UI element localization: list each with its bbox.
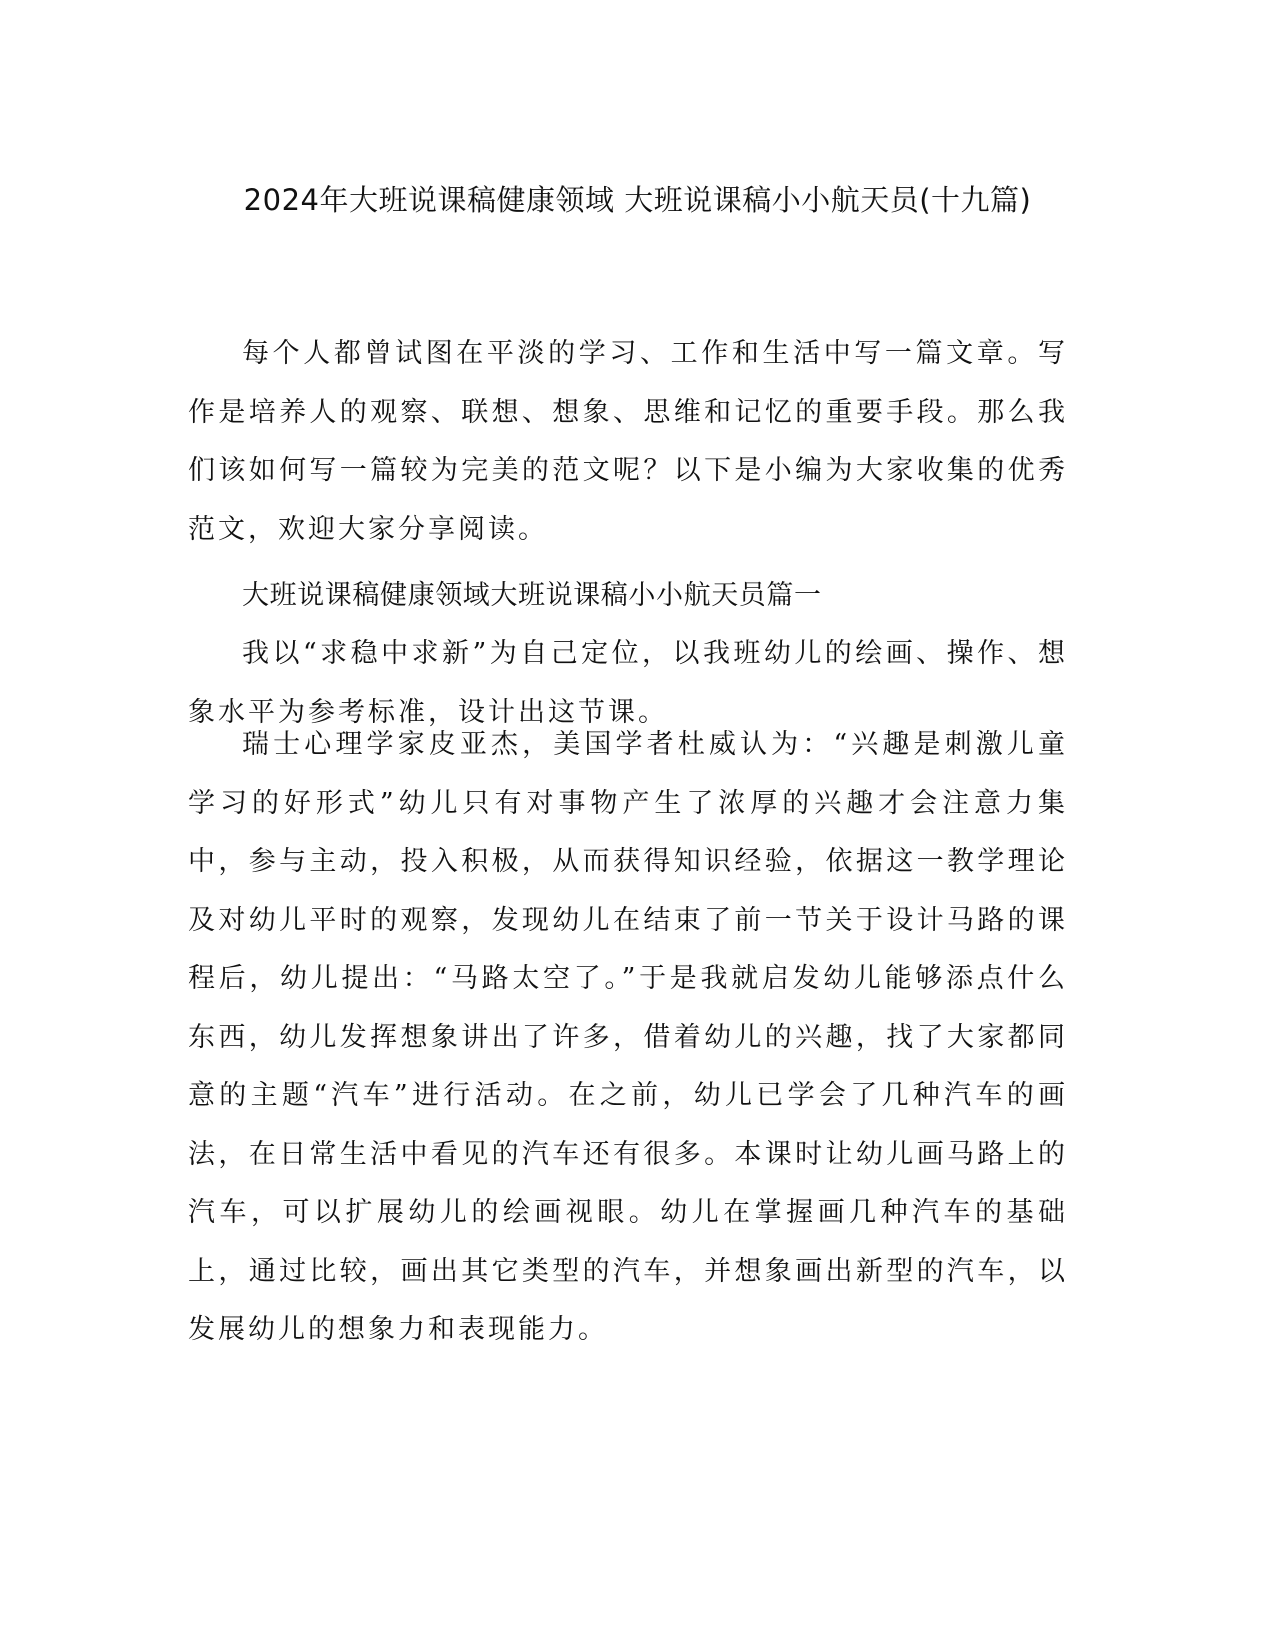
section-heading: 大班说课稿健康领域大班说课稿小小航天员篇一 (242, 580, 822, 611)
theory-paragraph: 瑞士心理学家皮亚杰，美国学者杜威认为：“兴趣是刺激儿童学习的好形式”幼儿只有对事物产生了浓厚的兴趣才会注意力集中，参与主动，投入积极，从而获得知识经验，依据这一教学理论及对幼儿平时的观察，发现幼儿在结束了前一节关于设计马路的课程后，幼儿提出：“马路太空了。”于是我就启发幼儿能够添点什么东西，幼儿发挥想象讲出了许多，借着幼儿的兴趣，找了大家都同意的主题“汽车”进行活动。在之前，幼儿已学会了几种汽车的画法，在日常生活中看见的汽车还有很多。本课时让幼儿画马路上的汽车，可以扩展幼儿的绘画视眼。幼儿在掌握画几种汽车的基础上，通过比较，画出其它类型的汽车，并想象画出新型的汽车，以发展幼儿的想象力和表现能力。 (188, 729, 1068, 1345)
intro-paragraph: 每个人都曾试图在平淡的学习、工作和生活中写一篇文章。写作是培养人的观察、联想、想象、思维和记忆的重要手段。那么我们该如何写一篇较为完美的范文呢？以下是小编为大家收集的优秀范文，欢迎大家分享阅读。 (188, 338, 1068, 545)
positioning-paragraph: 我以“求稳中求新”为自己定位，以我班幼儿的绘画、操作、想象水平为参考标准，设计出这节课。 (188, 638, 1068, 728)
document-title: 2024年大班说课稿健康领域 大班说课稿小小航天员(十九篇) (243, 183, 1032, 217)
